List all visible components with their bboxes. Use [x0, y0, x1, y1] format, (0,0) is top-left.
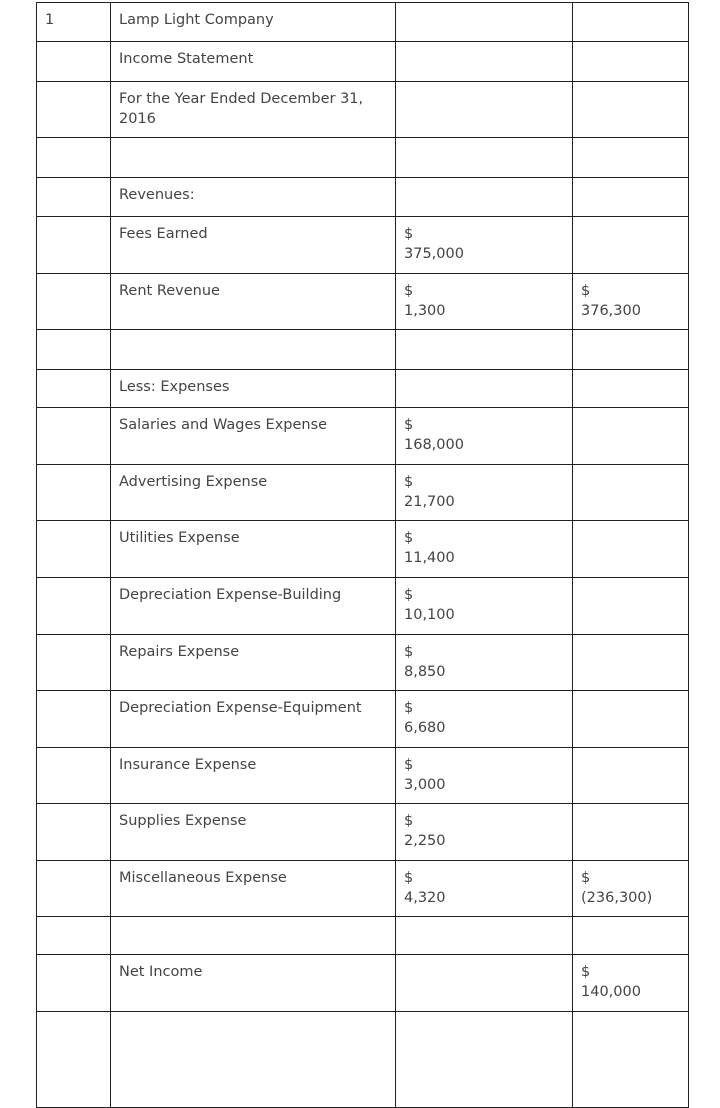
account-label-cell: Utilities Expense	[111, 521, 396, 578]
table-row	[37, 42, 689, 82]
table-row	[37, 955, 689, 1012]
amount-cell	[396, 82, 573, 138]
amount-cell	[396, 330, 573, 370]
amount-cell	[396, 521, 573, 578]
account-label-cell: Miscellaneous Expense	[111, 861, 396, 917]
account-label-cell: Depreciation Expense-Equipment	[111, 691, 396, 748]
dollar-sign: $	[404, 757, 414, 773]
dollar-sign: $	[404, 417, 414, 433]
dollar-sign: $	[581, 870, 591, 886]
account-label-cell: Revenues:	[111, 178, 396, 217]
dollar-sign: $	[404, 870, 414, 886]
amount-cell	[396, 370, 573, 408]
row-number-cell	[37, 917, 111, 955]
amount-value: 21,700	[404, 494, 455, 510]
total-cell	[573, 465, 689, 521]
total-cell	[573, 635, 689, 691]
table-row	[37, 1012, 689, 1108]
account-label-cell	[111, 138, 396, 178]
total-cell	[573, 861, 689, 917]
amount-value: 375,000	[404, 246, 464, 262]
table-row	[37, 521, 689, 578]
amount-cell	[396, 691, 573, 748]
table-row	[37, 370, 689, 408]
account-label-cell: Advertising Expense	[111, 465, 396, 521]
account-label-cell: Salaries and Wages Expense	[111, 408, 396, 465]
total-cell	[573, 1012, 689, 1108]
total-cell	[573, 82, 689, 138]
amount-cell	[396, 465, 573, 521]
amount-cell	[396, 3, 573, 42]
table-row	[37, 138, 689, 178]
table-row	[37, 3, 689, 42]
table-row	[37, 578, 689, 635]
amount-value: 168,000	[404, 437, 464, 453]
account-label-cell: Repairs Expense	[111, 635, 396, 691]
amount-cell	[396, 217, 573, 274]
amount-value: 10,100	[404, 607, 455, 623]
total-cell	[573, 408, 689, 465]
row-number-cell	[37, 861, 111, 917]
table-row	[37, 274, 689, 330]
row-number-cell	[37, 138, 111, 178]
dollar-sign: $	[404, 587, 414, 603]
table-row	[37, 217, 689, 274]
amount-value: 11,400	[404, 550, 455, 566]
account-label-cell	[111, 330, 396, 370]
row-number-cell	[37, 465, 111, 521]
income-statement-body	[37, 3, 689, 1108]
amount-cell	[396, 408, 573, 465]
row-number-cell	[37, 955, 111, 1012]
amount-cell	[396, 274, 573, 330]
row-number-cell	[37, 274, 111, 330]
table-row	[37, 861, 689, 917]
row-number-cell	[37, 748, 111, 804]
total-cell	[573, 691, 689, 748]
total-cell	[573, 3, 689, 42]
row-number-cell	[37, 521, 111, 578]
amount-cell	[396, 1012, 573, 1108]
amount-cell	[396, 917, 573, 955]
row-number-cell	[37, 82, 111, 138]
account-label-cell	[111, 1012, 396, 1108]
total-cell	[573, 578, 689, 635]
amount-value: 8,850	[404, 664, 446, 680]
amount-value: 4,320	[404, 890, 446, 906]
total-cell	[573, 217, 689, 274]
row-number-cell	[37, 691, 111, 748]
account-label-cell: Income Statement	[111, 42, 396, 82]
income-statement-table	[36, 2, 689, 1108]
account-label-cell: Supplies Expense	[111, 804, 396, 861]
dollar-sign: $	[404, 226, 414, 242]
amount-value: 6,680	[404, 720, 446, 736]
amount-cell	[396, 804, 573, 861]
amount-value: 1,300	[404, 303, 446, 319]
table-row	[37, 804, 689, 861]
amount-value: 376,300	[581, 303, 641, 319]
dollar-sign: $	[404, 474, 414, 490]
row-number-cell	[37, 330, 111, 370]
total-cell	[573, 917, 689, 955]
total-cell	[573, 138, 689, 178]
row-number-cell: 1	[37, 3, 111, 42]
table-row	[37, 178, 689, 217]
row-number-cell	[37, 370, 111, 408]
row-number-cell	[37, 804, 111, 861]
row-number-cell	[37, 178, 111, 217]
account-label-cell: Fees Earned	[111, 217, 396, 274]
amount-value: 2,250	[404, 833, 446, 849]
row-number-cell	[37, 578, 111, 635]
amount-cell	[396, 42, 573, 82]
total-cell	[573, 42, 689, 82]
table-row	[37, 691, 689, 748]
dollar-sign: $	[404, 644, 414, 660]
amount-cell	[396, 955, 573, 1012]
account-label-cell: Net Income	[111, 955, 396, 1012]
table-row	[37, 408, 689, 465]
account-label-cell	[111, 917, 396, 955]
account-label-cell: Less: Expenses	[111, 370, 396, 408]
dollar-sign: $	[404, 530, 414, 546]
row-number-cell	[37, 635, 111, 691]
dollar-sign: $	[404, 283, 414, 299]
dollar-sign: $	[404, 700, 414, 716]
amount-cell	[396, 578, 573, 635]
table-row	[37, 635, 689, 691]
table-row	[37, 748, 689, 804]
account-label-cell: For the Year Ended December 31, 2016	[111, 82, 396, 138]
total-cell	[573, 370, 689, 408]
total-cell	[573, 748, 689, 804]
dollar-sign: $	[404, 813, 414, 829]
amount-cell	[396, 861, 573, 917]
total-cell	[573, 178, 689, 217]
amount-cell	[396, 635, 573, 691]
amount-cell	[396, 178, 573, 217]
row-number-cell	[37, 217, 111, 274]
row-number-cell	[37, 1012, 111, 1108]
total-cell	[573, 955, 689, 1012]
row-number-cell	[37, 408, 111, 465]
total-cell	[573, 521, 689, 578]
amount-value: 140,000	[581, 984, 641, 1000]
table-row	[37, 917, 689, 955]
amount-value: 3,000	[404, 777, 446, 793]
total-cell	[573, 274, 689, 330]
account-label-cell: Rent Revenue	[111, 274, 396, 330]
amount-cell	[396, 138, 573, 178]
table-row	[37, 465, 689, 521]
account-label-cell: Lamp Light Company	[111, 3, 396, 42]
account-label-cell: Insurance Expense	[111, 748, 396, 804]
row-number-cell	[37, 42, 111, 82]
dollar-sign: $	[581, 283, 591, 299]
table-row	[37, 82, 689, 138]
total-cell	[573, 330, 689, 370]
dollar-sign: $	[581, 964, 591, 980]
total-cell	[573, 804, 689, 861]
table-row	[37, 330, 689, 370]
account-label-cell: Depreciation Expense-Building	[111, 578, 396, 635]
amount-value: (236,300)	[581, 890, 653, 906]
amount-cell	[396, 748, 573, 804]
